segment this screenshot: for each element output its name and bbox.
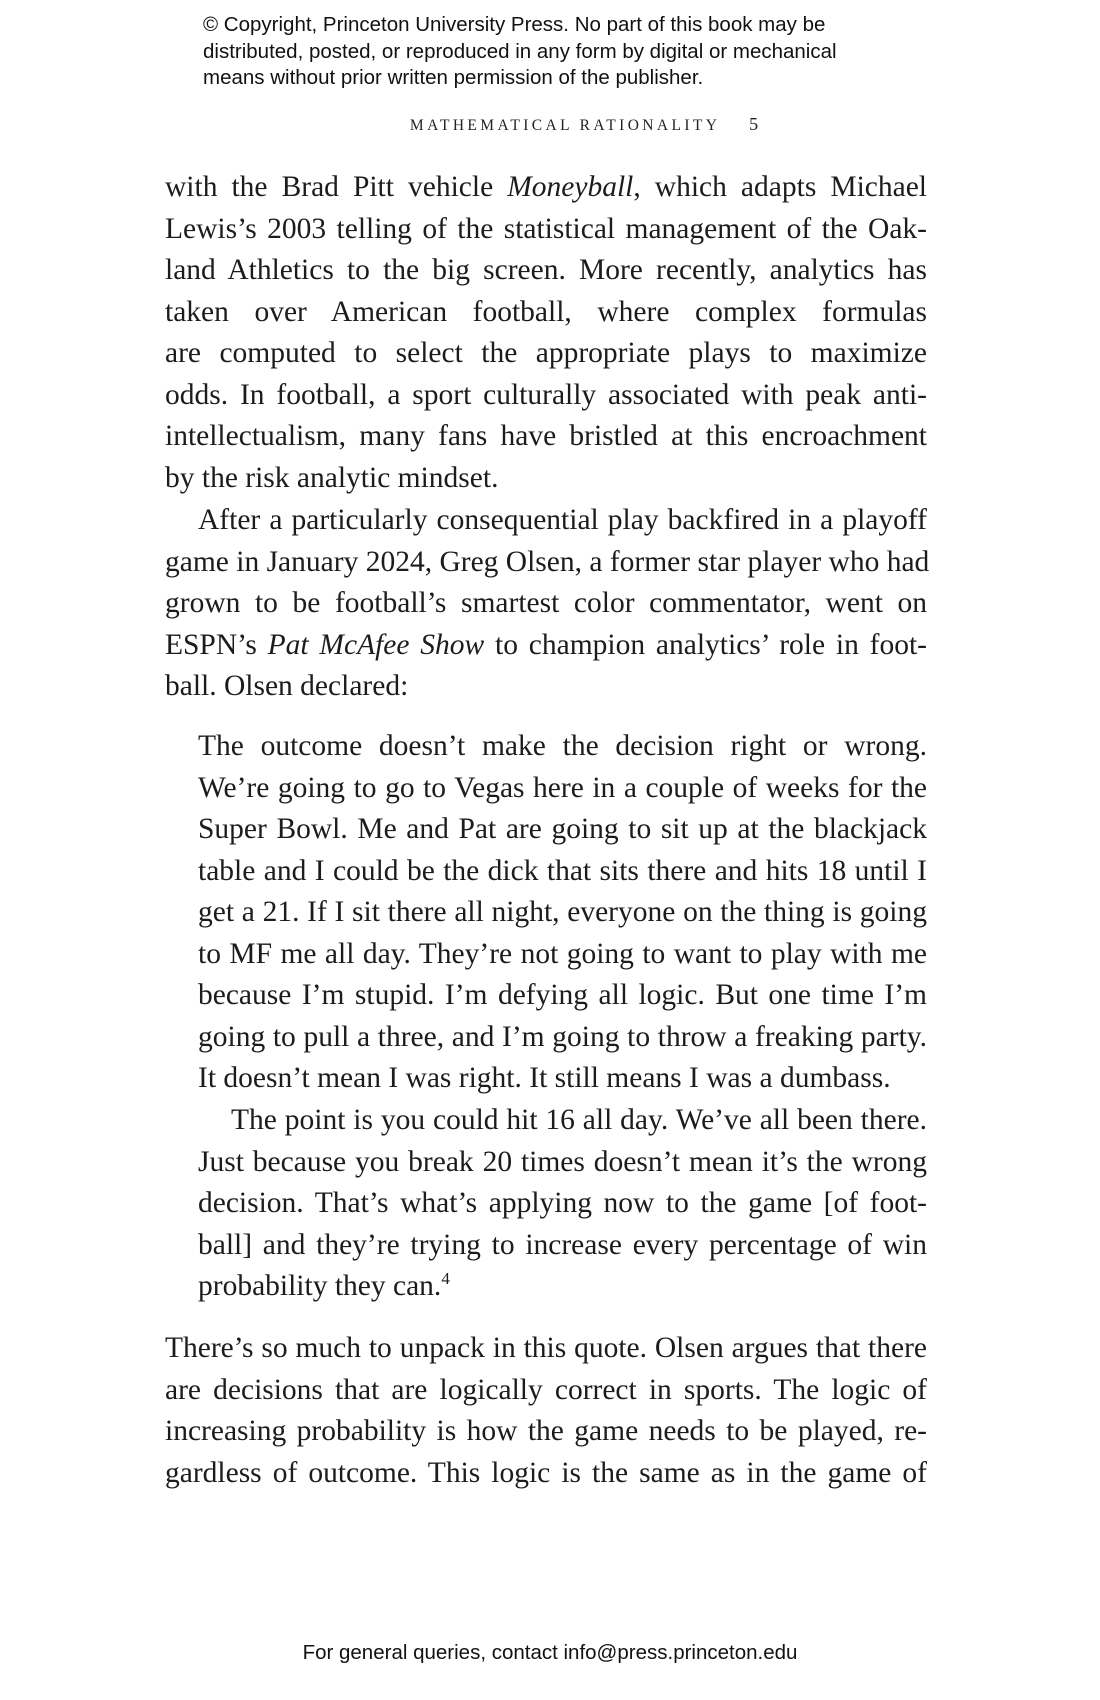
paragraph-2 [165, 500, 930, 708]
text-line: are computed to select the appropriate plays to maximize [165, 337, 927, 369]
text-line: because I’m stupid. I’m defying all logic. But one time I’m [198, 979, 927, 1011]
text-run: , which adapts Michael [633, 171, 927, 203]
text-line: Super Bowl. Me and Pat are going to sit up at the blackjack [198, 813, 927, 845]
copyright-line: distributed, posted, or reproduced in any form by digital or mechanical [203, 39, 837, 63]
text-line: decision. That’s what’s applying now to the game [of foot- [198, 1187, 927, 1219]
text-line: There’s so much to unpack in this quote. Olsen argues that there [165, 1332, 927, 1364]
book-title-moneyball: Moneyball [507, 171, 634, 203]
text-line: increasing probability is how the game needs to be played, re- [165, 1415, 927, 1447]
text-run: with the Brad Pitt vehicle [165, 171, 508, 203]
text-line: get a 21. If I sit there all night, everyone on the thing is going [198, 896, 927, 928]
block-quote-paragraph-1 [198, 726, 927, 1100]
text-line: odds. In football, a sport culturally associated with peak anti- [165, 378, 927, 411]
running-head-title: MATHEMATICAL RATIONALITY [409, 117, 720, 134]
text-run: to champion analytics’ role in foot- [484, 628, 927, 661]
text-line: to MF me all day. They’re not going to want to play with me [198, 937, 927, 970]
footnote-marker[interactable]: 4 [441, 1269, 450, 1289]
text-line: table and I could be the dick that sits there and hits 18 until I [198, 854, 927, 887]
text-line [198, 1266, 927, 1308]
footer-contact: For general queries, contact info@press.princeton.edu [302, 1641, 798, 1664]
text-line: The outcome doesn’t make the decision right or wrong. [198, 730, 927, 762]
text-line: going to pull a three, and I’m going to throw a freaking party. [198, 1020, 927, 1053]
text-run: ESPN’s [165, 628, 268, 661]
text-line: grown to be football’s smartest color commentator, went on [165, 587, 927, 619]
text-line [165, 167, 927, 209]
text-line: ball] and they’re trying to increase every percentage of win [198, 1228, 927, 1261]
copyright-line: means without prior written permission of the publisher. [203, 66, 704, 89]
text-line: taken over American football, where complex formulas [165, 295, 927, 328]
paragraph-3 [165, 1328, 927, 1494]
text-line: intellectualism, many fans have bristled at this encroachment [165, 420, 927, 452]
text-line: ball. Olsen declared: [165, 670, 409, 702]
text-line: by the risk analytic mindset. [165, 461, 499, 494]
text-line: The point is you could hit 16 all day. We’ve all been there. [231, 1104, 927, 1136]
page-number: 5 [749, 114, 759, 134]
text-line: After a particularly consequential play backfired in a playoff [198, 504, 927, 536]
text-line: gardless of outcome. This logic is the same as in the game of [165, 1456, 927, 1489]
text-line: land Athletics to the big screen. More recently, analytics has [165, 254, 927, 286]
running-head [0, 114, 1100, 135]
paragraph-1 [165, 167, 927, 499]
text-line: Just because you break 20 times doesn’t mean it’s the wrong [198, 1145, 927, 1178]
text-run: probability they can. [198, 1270, 442, 1302]
copyright-line: © Copyright, Princeton University Press. No part of this book may be [203, 13, 826, 36]
text-line [165, 625, 927, 667]
text-line: Lewis’s 2003 telling of the statistical management of the Oak- [165, 212, 927, 245]
block-quote-paragraph-2 [198, 1100, 927, 1308]
text-line: We’re going to go to Vegas here in a couple of weeks for the [198, 771, 927, 804]
text-line: are decisions that are logically correct in sports. The logic of [165, 1373, 927, 1406]
text-line: It doesn’t mean I was right. It still means I was a dumbass. [198, 1062, 891, 1094]
copyright-notice [203, 12, 923, 92]
text-line: game in January 2024, Greg Olsen, a former star player who had [165, 545, 930, 578]
show-title: Pat McAfee Show [267, 628, 485, 661]
